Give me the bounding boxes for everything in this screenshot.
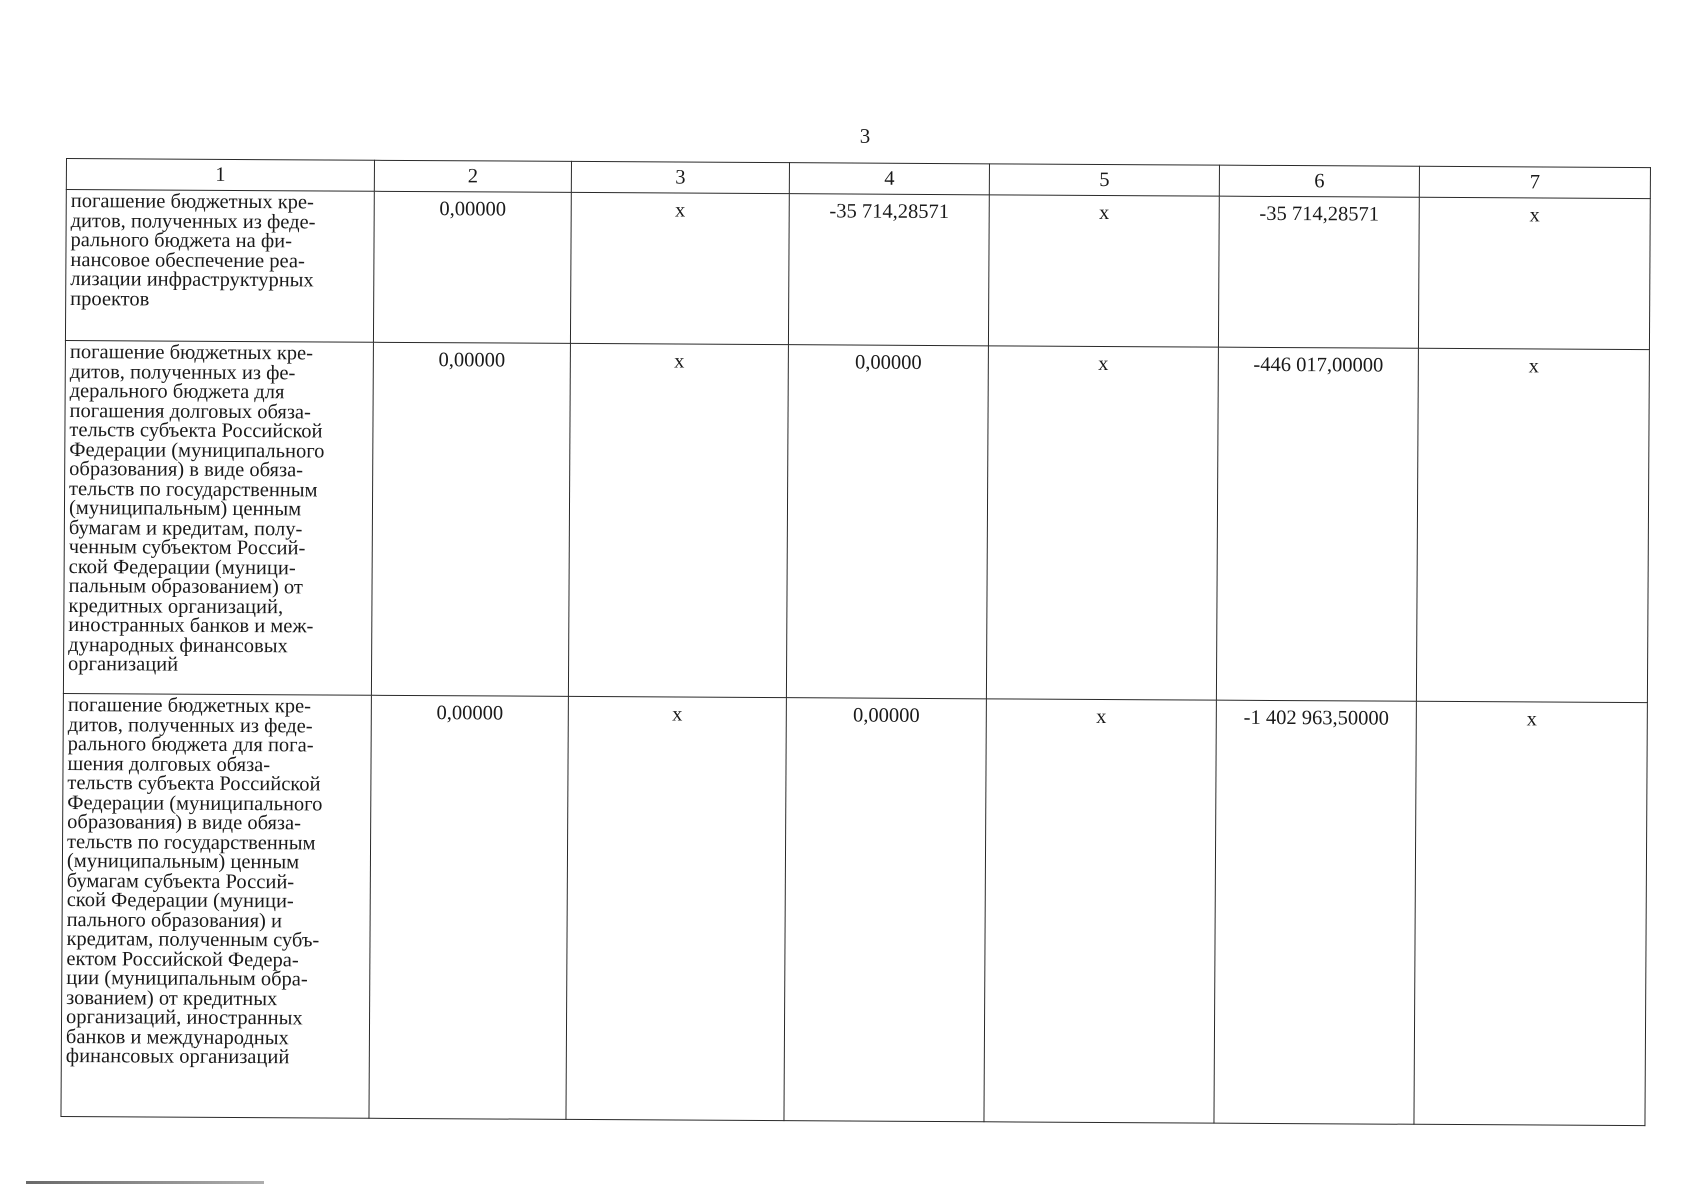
table-row <box>65 190 1650 350</box>
column-header-2: 2 <box>374 160 571 192</box>
table-cell: 0,00000 <box>371 342 570 696</box>
row-description: погашение бюджетных кре- дитов, полученных из феде- рального бюджета для пога- шения долговых обяза- тельств субъекта Российской Федерации (муниципального образования) в виде обяза- тельств по государственным (муниципальным) ценным бумагам субъекта Россий- ской Федерации (муници- пального образования) и кредитам, полученным субъ- ектом Российской Федера- ции (муниципальным обра- зованием) от кредитных организаций, иностранных банков и международных финансовых организаций <box>61 693 371 1118</box>
budget-credits-table <box>60 158 1650 1126</box>
page-number: 3 <box>859 124 871 148</box>
table-cell: x <box>1414 701 1647 1125</box>
table-cell: x <box>566 696 786 1120</box>
row-description: погашение бюджетных кре- дитов, полученных из феде- рального бюджета на фи- нансовое обеспечение реа- лизации инфраструктурных проектов <box>65 190 374 343</box>
table-cell: -446 017,00000 <box>1216 347 1418 701</box>
table-cell: x <box>1416 348 1649 702</box>
table-cell: x <box>570 192 789 344</box>
table-cell: x <box>988 195 1219 347</box>
column-header-1: 1 <box>66 159 374 192</box>
table-cell: 0,00000 <box>373 191 571 343</box>
table-row <box>61 693 1647 1125</box>
column-header-4: 4 <box>789 163 989 195</box>
table-cell: -35 714,28571 <box>788 194 989 346</box>
table-cell: x <box>984 699 1216 1123</box>
scan-edge-mark <box>26 1181 264 1184</box>
column-header-5: 5 <box>989 164 1219 196</box>
column-header-6: 6 <box>1219 165 1419 197</box>
table-cell: 0,00000 <box>784 698 986 1122</box>
column-header-3: 3 <box>571 161 789 193</box>
table-cell: 0,00000 <box>369 695 568 1119</box>
table-cell: -1 402 963,50000 <box>1214 700 1416 1124</box>
table-cell: x <box>986 346 1218 700</box>
table-row <box>63 340 1649 702</box>
table-cell: x <box>568 343 788 697</box>
table-cell: 0,00000 <box>786 345 988 699</box>
row-description: погашение бюджетных кре- дитов, полученных из фе- дерального бюджета для погашения долговых обяза- тельств субъекта Российской Федерации (муниципального образования) в виде обяза- тельств по государственным (муниципальным) ценным бумагам и кредитам, полу- ченным субъектом Россий- ской Федерации (муници- пальным образованием) от кредитных организаций, иностранных банков и меж- дународных финансовых организаций <box>63 340 373 695</box>
column-header-7: 7 <box>1419 166 1650 198</box>
table-cell: x <box>1418 197 1650 349</box>
table-cell: -35 714,28571 <box>1218 196 1419 348</box>
